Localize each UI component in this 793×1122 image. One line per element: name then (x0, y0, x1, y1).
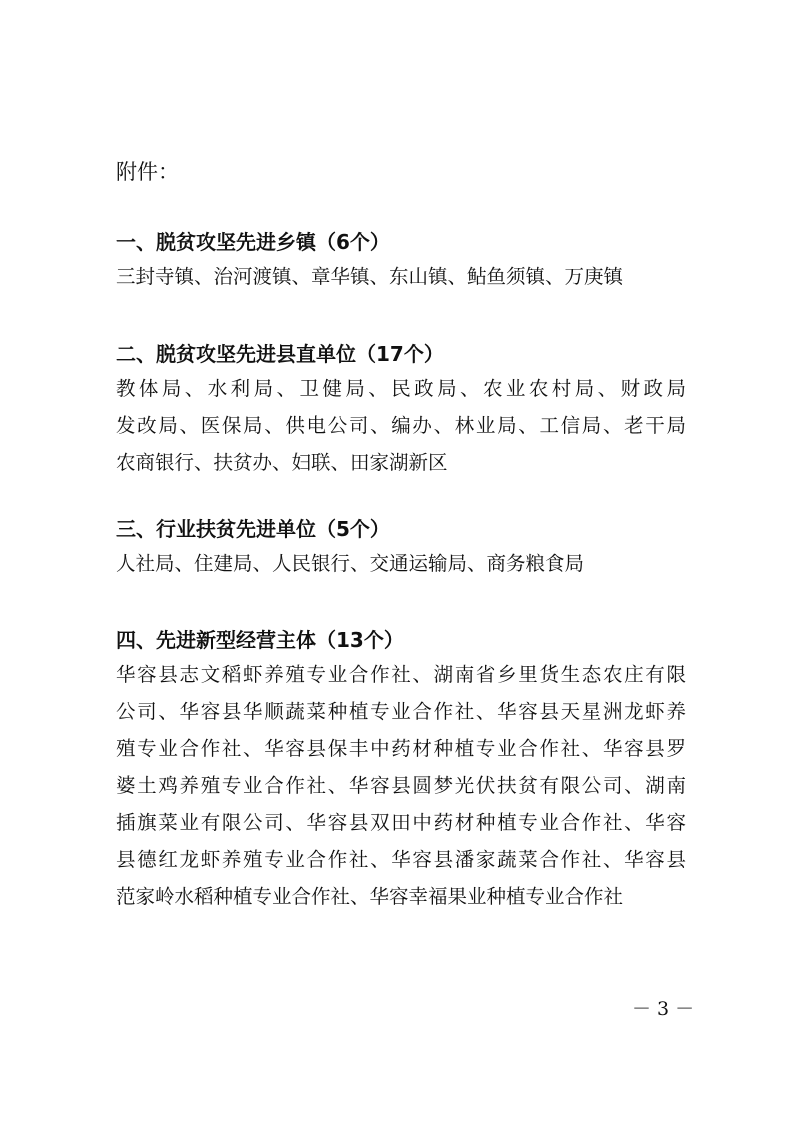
section-body (116, 370, 686, 481)
section-body (116, 545, 686, 582)
text-line: 人社局、住建局、人民银行、交通运输局、商务粮食局 (116, 552, 585, 575)
section-poverty-towns (116, 226, 686, 295)
section-industry-units (116, 513, 686, 582)
section-heading: 一、脱贫攻坚先进乡镇（6个） (116, 230, 390, 254)
text-line: 插旗菜业有限公司、华容县双田中药材种植专业合作社、华容 (116, 811, 686, 834)
text-line: 农商银行、扶贫办、妇联、田家湖新区 (116, 451, 448, 474)
text-line: 教体局、水利局、卫健局、民政局、农业农村局、财政局 (116, 377, 686, 400)
section-business-entities (116, 624, 686, 915)
section-heading: 二、脱贫攻坚先进县直单位（17个） (116, 342, 444, 366)
section-heading: 三、行业扶贫先进单位（5个） (116, 517, 390, 541)
section-heading: 四、先进新型经营主体（13个） (116, 628, 404, 652)
text-line: 华容县志文稻虾养殖专业合作社、湖南省乡里货生态农庄有限 (116, 663, 686, 686)
text-line: 公司、华容县华顺蔬菜种植专业合作社、华容县天星洲龙虾养 (116, 700, 686, 723)
section-body (116, 258, 686, 295)
page-number: － 3 － (632, 998, 695, 1020)
attachment-label: 附件： (116, 160, 179, 184)
text-line: 范家岭水稻种植专业合作社、华容幸福果业种植专业合作社 (116, 885, 624, 908)
text-line: 婆土鸡养殖专业合作社、华容县圆梦光伏扶贫有限公司、湖南 (116, 774, 686, 797)
text-line: 三封寺镇、治河渡镇、章华镇、东山镇、鲇鱼须镇、万庚镇 (116, 265, 624, 288)
text-line: 发改局、医保局、供电公司、编办、林业局、工信局、老干局 (116, 414, 686, 437)
section-body (116, 656, 686, 915)
text-line: 殖专业合作社、华容县保丰中药材种植专业合作社、华容县罗 (116, 737, 686, 760)
text-line: 县德红龙虾养殖专业合作社、华容县潘家蔬菜合作社、华容县 (116, 848, 686, 871)
section-county-units (116, 338, 686, 481)
